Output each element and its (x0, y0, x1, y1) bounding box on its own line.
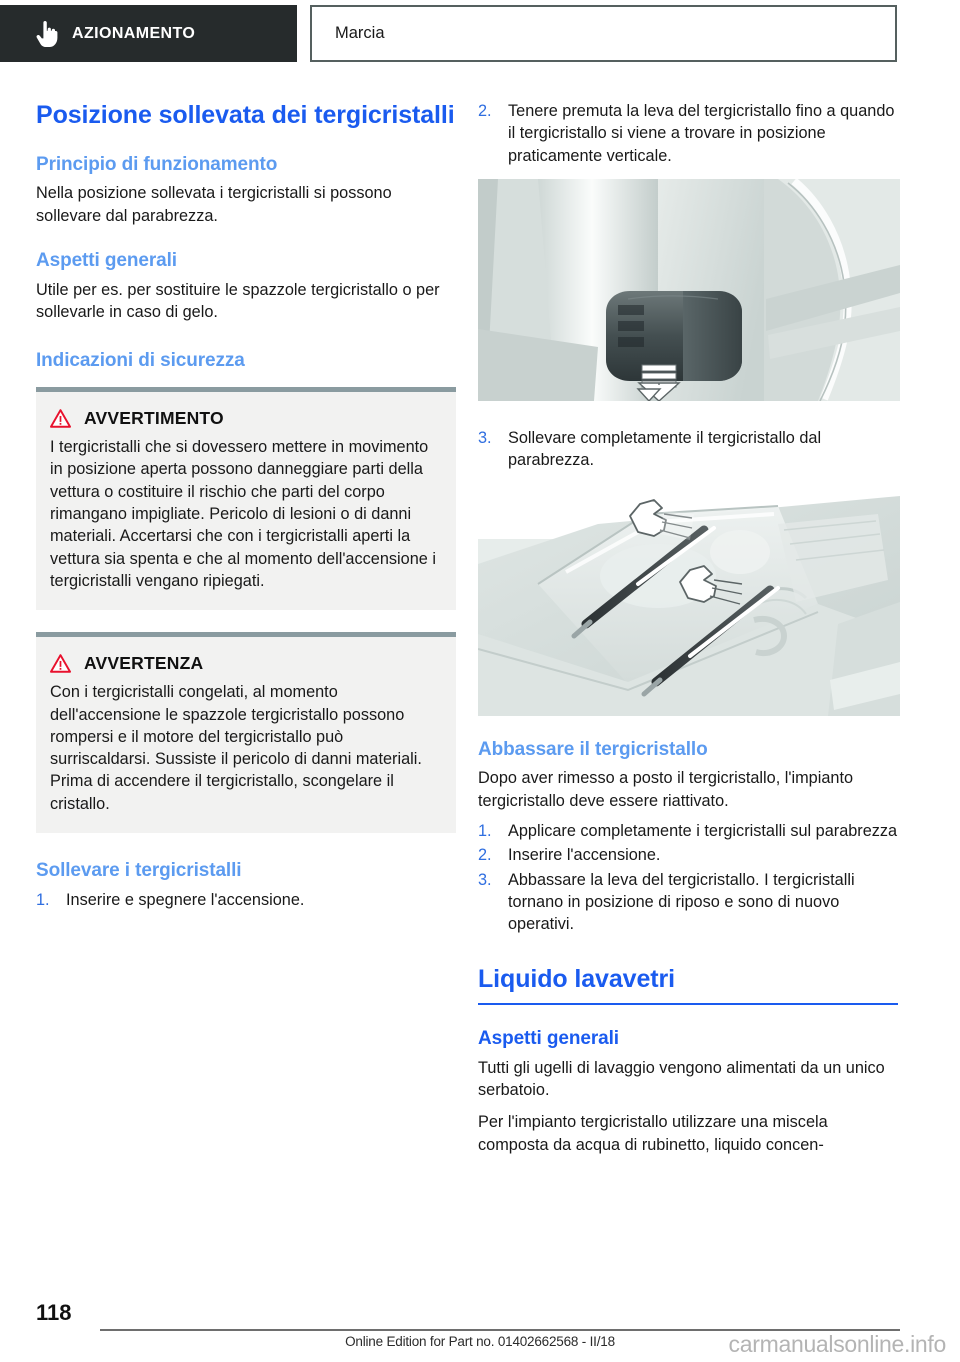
list-item-number: 1. (478, 821, 492, 840)
text-abbassare-il-tergicristallo: Dopo aver rimesso a posto il tergicristallo, l'impianto tergicristallo deve essere riattivato. (478, 769, 854, 810)
text-principio-di-funzionamento: Nella posizione sollevata i tergicristalli si possono sollevare dal parabrezza. (36, 184, 392, 225)
heading-indicazioni-di-sicurezza: Indicazioni di sicurezza (36, 350, 245, 372)
text-liquido-1: Tutti gli ugelli di lavaggio vengono alimentati da un unico serbatoio. (478, 1058, 885, 1100)
list-item-number: 1. (36, 890, 50, 909)
list-item (478, 844, 898, 866)
heading-sollevare-i-tergicristalli: Sollevare i tergicristalli (36, 860, 242, 882)
warning-box (36, 387, 456, 610)
list-item (478, 869, 898, 936)
heading-abbassare-il-tergicristallo: Abbassare il tergicristallo (478, 738, 708, 760)
warning-box-title: AVVERTIMENTO (84, 408, 224, 428)
list-item (36, 889, 456, 911)
list-item-text: Sollevare completamente il tergicristallo dal parabrezza. (508, 428, 822, 470)
edition-notice: Online Edition for Part no. 01402662568 - II/18 (345, 1334, 615, 1349)
page-footer (0, 1282, 960, 1362)
warning-triangle-icon (50, 654, 71, 673)
heading-principio-di-funzionamento: Principio di funzionamento (36, 153, 278, 175)
right-column (478, 100, 898, 1156)
pointing-hand-icon (36, 21, 58, 47)
warning-triangle-icon (50, 409, 71, 428)
left-column (36, 100, 456, 913)
list-item-text: Tenere premuta la leva del tergicristallo fino a quando il tergicristallo si viene a trovare in posizione praticamente verticale. (508, 102, 895, 165)
list-item-text: Inserire e spegnere l'accensione. (66, 890, 305, 909)
steps-continued-list (478, 100, 898, 167)
list-item (478, 820, 898, 842)
caution-box (36, 632, 456, 833)
list-item-text: Inserire l'accensione. (508, 846, 661, 865)
text-aspetti-generali: Utile per es. per sostituire le spazzole tergicristallo o per sollevarle in caso di gelo. (36, 280, 440, 321)
steps-continued-list-2 (478, 427, 898, 472)
chapter-tab-label: AZIONAMENTO (72, 24, 196, 42)
list-item-text: Abbassare la leva del tergicristallo. I tergicristalli tornano in posizione di riposo e sono di nuovo operativi. (508, 870, 855, 934)
page-header (0, 0, 960, 70)
caution-box-text: Con i tergicristalli congelati, al momento dell'accensione le spazzole tergicristallo possono rompersi e il motore del tergicristallo può surriscaldarsi. Sussiste il pericolo di danni materiali. Prima di accendere il tergicristallo, scongelare il cristallo. (50, 683, 422, 813)
page-title: Posizione sollevata dei tergicristalli (36, 101, 455, 129)
warning-box-text: I tergicristalli che si dovessero mettere in movimento in posizione aperta possono danneggiare parti della vettura o costituire il rischio che parti del corpo rimangano impigliate. Pericolo di lesioni o di danni materiali. Accertarsi che con i tergicristalli aperti la vettura sia spenta e che al momento dell'accensione i tergicristalli vengano ripiegati. (50, 438, 436, 590)
list-item-number: 2. (478, 846, 492, 865)
abbassare-steps-list (478, 820, 898, 936)
caution-box-title: AVVERTENZA (84, 653, 204, 674)
section-title-liquido-lavavetri: Liquido lavavetri (478, 964, 898, 1006)
section-tab[interactable] (310, 5, 897, 62)
sollevare-steps-list (36, 889, 456, 911)
heading-aspetti-generali: Aspetti generali (36, 249, 177, 271)
warning-box-header (50, 408, 442, 429)
chapter-tab[interactable] (0, 5, 297, 62)
list-item-number: 3. (478, 428, 492, 447)
page-number: 118 (36, 1300, 72, 1325)
windshield-wipers-raised-illustration (478, 484, 900, 716)
list-item-text: Applicare completamente i tergicristalli sul parabrezza (508, 821, 898, 840)
wiper-stalk-lever-illustration (478, 179, 900, 401)
heading-aspetti-generali-liquido: Aspetti generali (478, 1028, 619, 1049)
caution-box-header (50, 653, 442, 674)
text-liquido-2: Per l'impianto tergicristallo utilizzare una miscela composta da acqua di rubinetto, liquido concen- (478, 1113, 828, 1154)
list-item (478, 427, 898, 472)
section-tab-label: Marcia (335, 24, 385, 42)
list-item-number: 3. (478, 870, 492, 889)
list-item (478, 100, 898, 167)
watermark: carmanualsonline.info (728, 1331, 946, 1357)
list-item-number: 2. (478, 102, 492, 120)
